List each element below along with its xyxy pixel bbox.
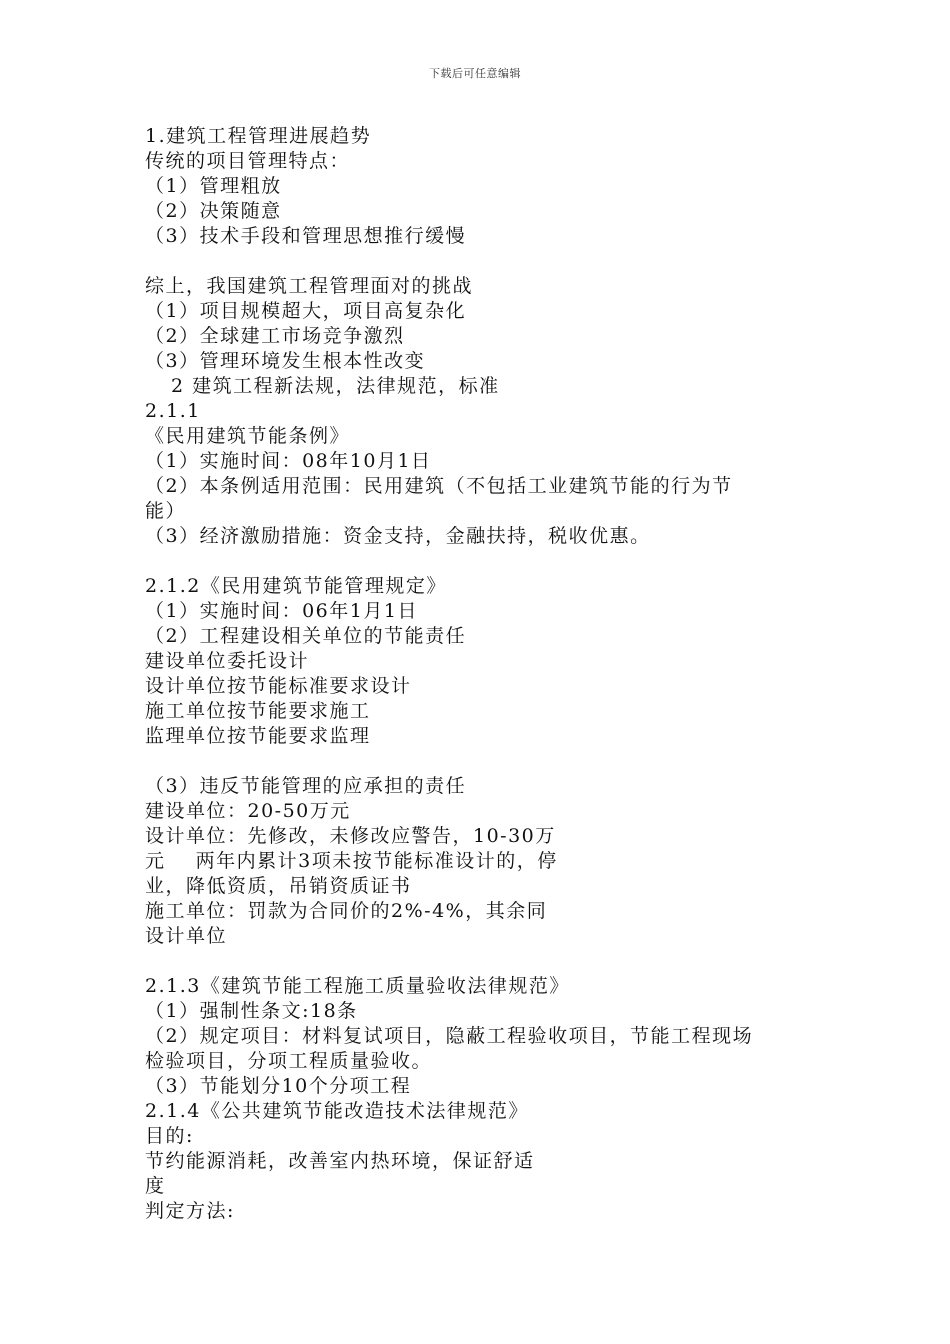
list-item: （1）实施时间：08年10月1日 — [145, 450, 432, 472]
text-line: 设计单位按节能标准要求设计 — [145, 675, 412, 697]
text-line: 检验项目，分项工程质量验收。 — [145, 1050, 433, 1072]
list-item: （2）决策随意 — [145, 200, 282, 222]
text-line: 能） — [145, 500, 187, 522]
text-line: 设计单位：先修改，未修改应警告，10-30万 — [145, 825, 556, 847]
text-line: 建设单位：20-50万元 — [145, 800, 351, 822]
text-line: 设计单位 — [145, 925, 228, 947]
text-line: 目的: — [145, 1125, 194, 1147]
blank-line — [145, 549, 815, 574]
list-item: （1）强制性条文:18条 — [145, 1000, 358, 1022]
text-line: 判定方法: — [145, 1200, 235, 1222]
list-item: （1）实施时间：06年1月1日 — [145, 600, 418, 622]
subsection-title: 2.1.3《建筑节能工程施工质量验收法律规范》 — [145, 975, 570, 997]
text-line: 建设单位委托设计 — [145, 650, 310, 672]
text-line: 施工单位：罚款为合同价的2%-4%，其余同 — [145, 900, 548, 922]
document-body — [145, 124, 815, 1224]
subsection-title: 2.1.2《民用建筑节能管理规定》 — [145, 575, 447, 597]
list-item: （2）全球建工市场竞争激烈 — [145, 325, 405, 347]
text-line: 监理单位按节能要求监理 — [145, 725, 371, 747]
list-item: （2）规定项目：材料复试项目，隐蔽工程验收项目，节能工程现场 — [145, 1025, 754, 1047]
text-line: 元 两年内累计3项未按节能标准设计的，停 — [145, 850, 558, 872]
list-item: （2）本条例适用范围：民用建筑（不包括工业建筑节能的行为节 — [145, 475, 733, 497]
text-line: 度 — [145, 1175, 166, 1197]
blank-line — [145, 749, 815, 774]
text-line: 传统的项目管理特点： — [145, 150, 351, 172]
section-title: 1.建筑工程管理进展趋势 — [145, 125, 372, 147]
list-item: （3）经济激励措施：资金支持，金融扶持，税收优惠。 — [145, 525, 651, 547]
text-line: 综上，我国建筑工程管理面对的挑战 — [145, 275, 474, 297]
text-line: 节约能源消耗，改善室内热环境，保证舒适 — [145, 1150, 535, 1172]
subsection-title: 2.1.4《公共建筑节能改造技术法律规范》 — [145, 1100, 529, 1122]
list-item: （3）管理环境发生根本性改变 — [145, 350, 426, 372]
subsection-number: 2.1.1 — [145, 400, 201, 422]
section-title: 2 建筑工程新法规，法律规范，标准 — [171, 375, 500, 397]
list-item: （1）项目规模超大，项目高复杂化 — [145, 300, 467, 322]
list-item: （1）管理粗放 — [145, 175, 282, 197]
blank-line — [145, 249, 815, 274]
subsection-title: 《民用建筑节能条例》 — [145, 425, 351, 447]
blank-line — [145, 949, 815, 974]
page-header-note: 下载后可任意编辑 — [429, 67, 521, 80]
text-line: 业，降低资质，吊销资质证书 — [145, 875, 412, 897]
list-item: （3）违反节能管理的应承担的责任 — [145, 775, 467, 797]
list-item: （3）技术手段和管理思想推行缓慢 — [145, 225, 467, 247]
list-item: （2）工程建设相关单位的节能责任 — [145, 625, 467, 647]
list-item: （3）节能划分10个分项工程 — [145, 1075, 412, 1097]
text-line: 施工单位按节能要求施工 — [145, 700, 371, 722]
